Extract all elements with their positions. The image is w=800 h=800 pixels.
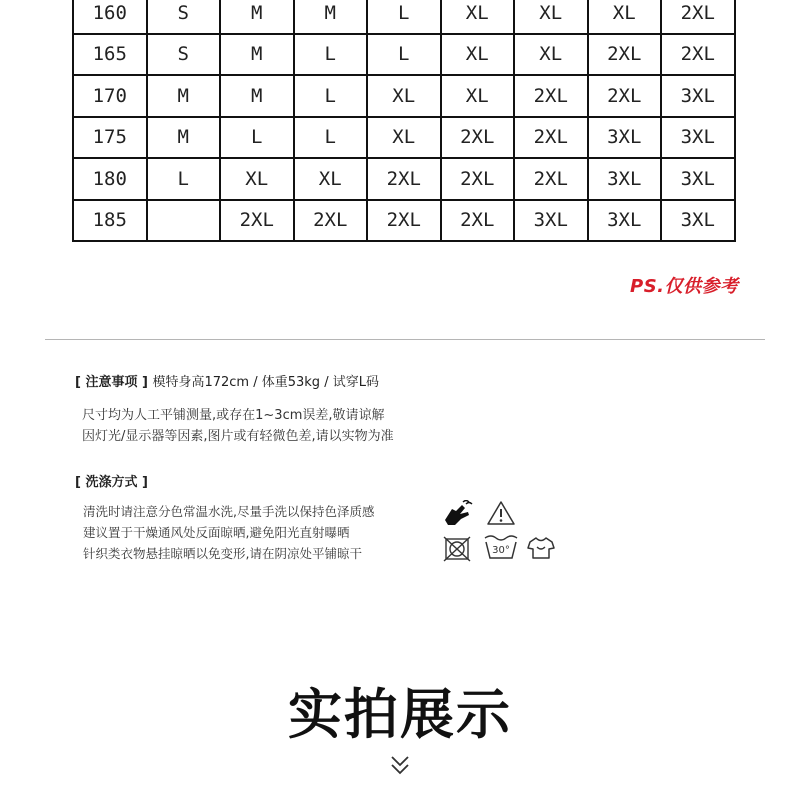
warning-icon [486, 500, 516, 526]
size-cell: 3XL [661, 158, 735, 200]
size-cell: 2XL [367, 200, 441, 242]
double-chevron-down-icon [389, 752, 411, 778]
size-cell: XL [367, 75, 441, 117]
size-cell: 2XL [514, 158, 588, 200]
size-cell: 3XL [661, 117, 735, 159]
size-cell: M [220, 0, 294, 34]
do-not-tumble-dry-icon [443, 536, 471, 562]
size-cell: 2XL [661, 34, 735, 76]
hand-wash-icon [442, 500, 474, 528]
size-cell: L [294, 117, 368, 159]
size-cell: XL [514, 34, 588, 76]
size-cell: 3XL [588, 158, 662, 200]
washing-line-2: 建议置于干燥通风处反面晾晒,避免阳光直射曝晒 [83, 525, 350, 540]
size-cell: 3XL [661, 75, 735, 117]
size-cell: M [220, 34, 294, 76]
size-cell: 3XL [588, 117, 662, 159]
size-cell: M [294, 0, 368, 34]
size-cell: 3XL [588, 200, 662, 242]
shirt-care-icon [526, 535, 556, 561]
size-cell: XL [220, 158, 294, 200]
size-cell: 2XL [514, 75, 588, 117]
size-row [73, 34, 735, 76]
size-row [73, 200, 735, 242]
washing-line-3: 针织类衣物悬挂晾晒以免变形,请在阴凉处平铺晾干 [83, 546, 362, 561]
notes-heading: [ 注意事项 ] [75, 375, 148, 390]
height-cell: 170 [73, 75, 147, 117]
notes-section [75, 371, 379, 390]
notes-line-color: 因灯光/显示器等因素,图片或有轻微色差,请以实物为准 [82, 429, 394, 444]
size-cell: M [220, 75, 294, 117]
size-cell: L [294, 75, 368, 117]
size-cell: 2XL [441, 200, 515, 242]
size-cell: XL [441, 34, 515, 76]
size-row [73, 158, 735, 200]
size-row [73, 117, 735, 159]
height-cell: 180 [73, 158, 147, 200]
size-cell: 2XL [441, 117, 515, 159]
size-row [73, 75, 735, 117]
size-cell: XL [514, 0, 588, 34]
size-chart [72, 0, 736, 242]
height-cell: 185 [73, 200, 147, 242]
wash-temp-label: 30° [492, 545, 510, 556]
size-cell: XL [441, 0, 515, 34]
size-cell: 2XL [661, 0, 735, 34]
size-cell: 2XL [588, 34, 662, 76]
size-cell: S [147, 0, 221, 34]
size-cell [147, 200, 221, 242]
notes-line-measurement: 尺寸均为人工平铺测量,或存在1~3cm误差,敬请谅解 [82, 408, 385, 423]
divider [45, 339, 765, 340]
size-cell: XL [588, 0, 662, 34]
size-cell: 2XL [441, 158, 515, 200]
reference-only-note: PS.仅供参考 [630, 276, 739, 297]
size-cell: 2XL [514, 117, 588, 159]
size-cell: 2XL [294, 200, 368, 242]
size-cell: XL [441, 75, 515, 117]
size-cell: M [147, 117, 221, 159]
model-info: 模特身高172cm / 体重53kg / 试穿L码 [152, 375, 379, 390]
size-cell: L [367, 34, 441, 76]
size-cell: 2XL [367, 158, 441, 200]
size-cell: XL [367, 117, 441, 159]
section-title: 实拍展示 [288, 683, 512, 746]
washing-heading: [ 洗涤方式 ] [75, 475, 148, 490]
size-cell: L [367, 0, 441, 34]
size-row [73, 0, 735, 34]
size-cell: XL [294, 158, 368, 200]
size-cell: 3XL [661, 200, 735, 242]
size-cell: L [294, 34, 368, 76]
size-cell: L [147, 158, 221, 200]
size-cell: 2XL [220, 200, 294, 242]
wash-30-icon [483, 533, 519, 561]
size-cell: 3XL [514, 200, 588, 242]
size-cell: S [147, 34, 221, 76]
size-cell: L [220, 117, 294, 159]
size-cell: 2XL [588, 75, 662, 117]
height-cell: 160 [73, 0, 147, 34]
height-cell: 175 [73, 117, 147, 159]
size-cell: M [147, 75, 221, 117]
washing-line-1: 清洗时请注意分色常温水洗,尽量手洗以保持色泽质感 [83, 504, 375, 519]
height-cell: 165 [73, 34, 147, 76]
